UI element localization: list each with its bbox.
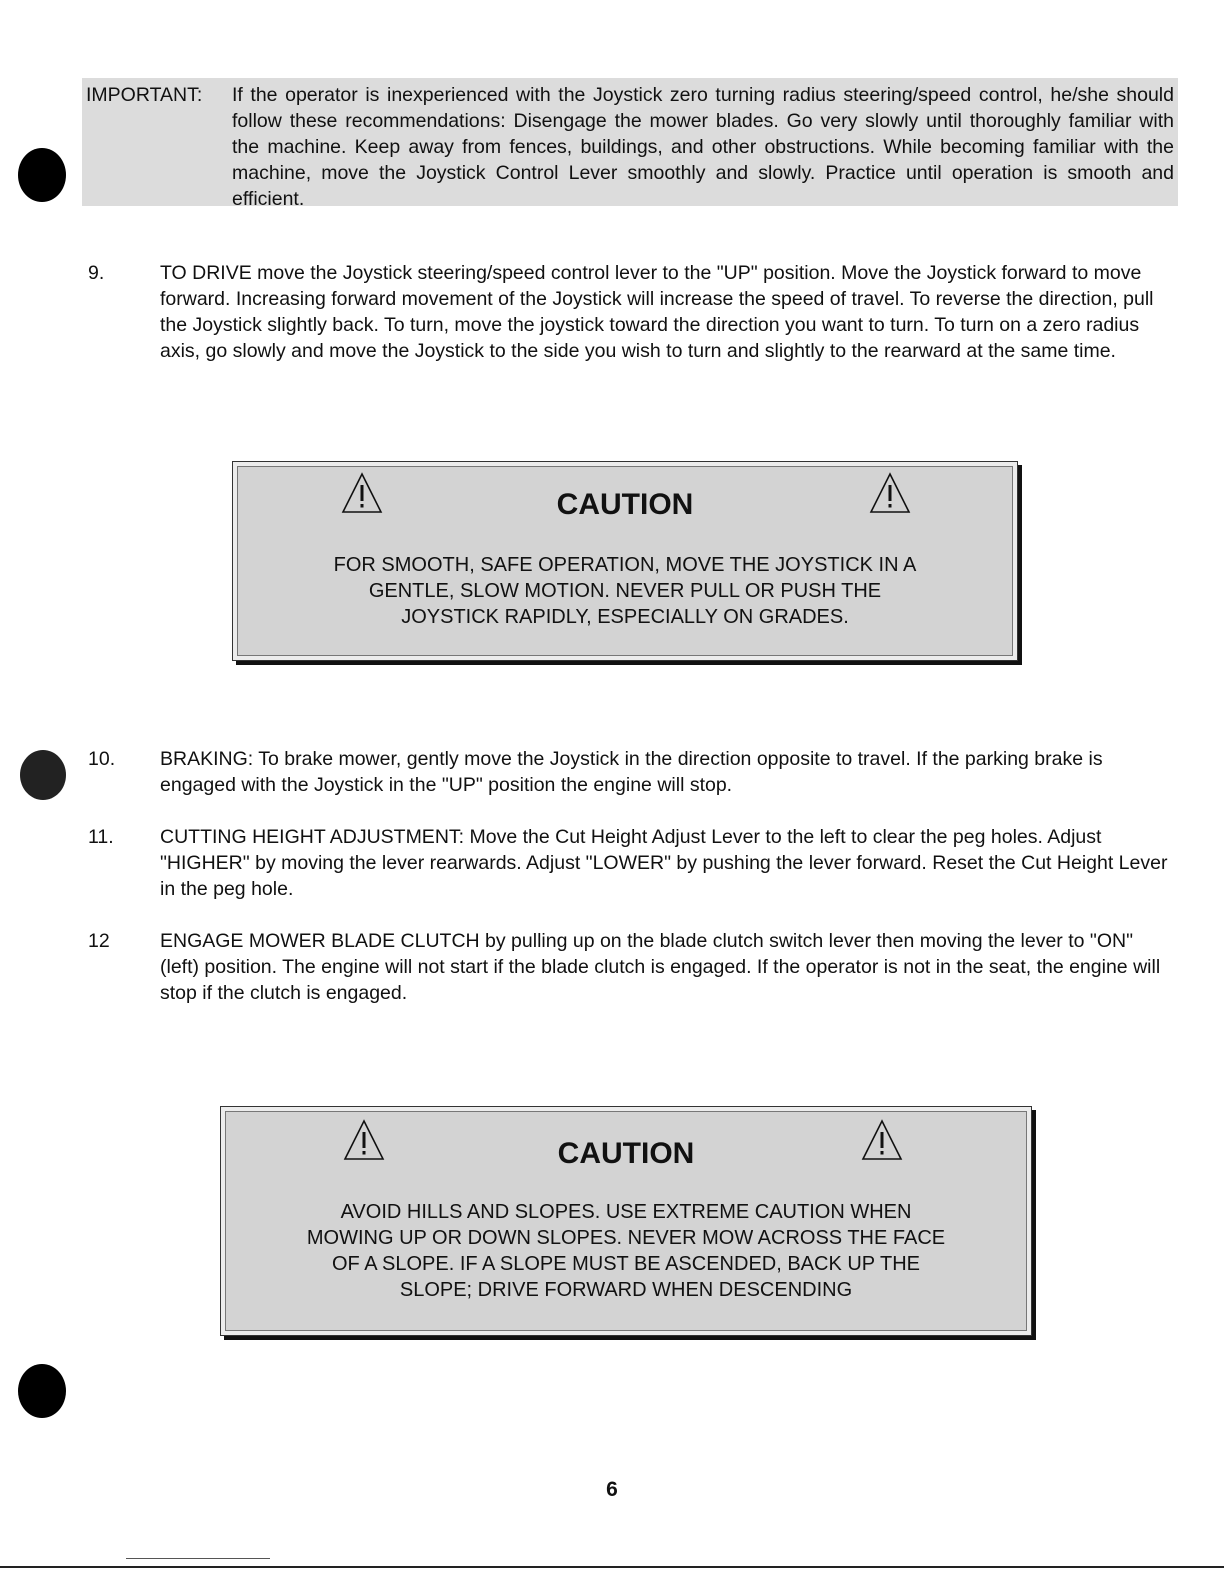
caution-line: OF A SLOPE. IF A SLOPE MUST BE ASCENDED, BACK UP THE: [332, 1253, 920, 1275]
step-11: [88, 824, 1168, 902]
binder-hole-middle: [20, 750, 66, 800]
step-text: CUTTING HEIGHT ADJUSTMENT: Move the Cut Height Adjust Lever to the left to clear the peg holes. Adjust "HIGHER" by moving the lever rearwards. Adjust "LOWER" by pushing the lever forward. Reset the Cut Height Lever in the peg hole.: [160, 826, 1168, 900]
binder-hole-top: [18, 148, 66, 202]
caution-text: [233, 552, 1017, 630]
caution-box-joystick: [232, 461, 1018, 661]
step-text: BRAKING: To brake mower, gently move the Joystick in the direction opposite to travel. If the parking brake is engaged with the Joystick in the "UP" position the engine will stop.: [160, 748, 1103, 796]
page-number: 6: [606, 1478, 618, 1501]
caution-text: [221, 1199, 1031, 1303]
caution-line: SLOPE; DRIVE FORWARD WHEN DESCENDING: [399, 1279, 853, 1301]
caution-box-slopes: [220, 1106, 1032, 1336]
step-10: [88, 746, 1168, 798]
important-label: IMPORTANT:: [86, 84, 203, 106]
step-number: 9.: [88, 262, 105, 284]
caution-line: JOYSTICK RAPIDLY, ESPECIALLY ON GRADES.: [401, 606, 849, 628]
warning-triangle-icon: [861, 1119, 903, 1161]
step-text: ENGAGE MOWER BLADE CLUTCH by pulling up on the blade clutch switch lever then moving the lever to "ON" (left) position. The engine will not start if the blade clutch is engaged. If the operator is not in the seat, the engine will stop if the clutch is engaged.: [160, 930, 1161, 1004]
binder-hole-bottom: [18, 1364, 66, 1418]
caution-line: FOR SMOOTH, SAFE OPERATION, MOVE THE JOYSTICK IN A: [333, 554, 917, 576]
important-text: If the operator is inexperienced with the Joystick zero turning radius steering/speed control, he/she should follow these recommendations: Disengage the mower blades. Go very slowly until thoroughly familiar with the machine. Keep away from fences, buildings, and other obstructions. While becoming familiar with the machine, move the Joystick Control Lever smoothly and slowly. Practice until operation is smooth and efficient.: [232, 84, 1174, 210]
step-number: 12: [88, 930, 110, 952]
important-notice: [82, 78, 1178, 210]
footer-rule: [0, 1566, 1224, 1568]
caution-line: GENTLE, SLOW MOTION. NEVER PULL OR PUSH THE: [368, 580, 882, 602]
step-number: 10.: [88, 748, 116, 770]
caution-title: CAUTION: [557, 1137, 695, 1170]
caution-line: MOWING UP OR DOWN SLOPES. NEVER MOW ACROSS THE FACE: [306, 1227, 946, 1249]
step-9: [88, 260, 1168, 364]
warning-triangle-icon: [869, 472, 911, 514]
caution-title: CAUTION: [556, 488, 694, 521]
caution-line: AVOID HILLS AND SLOPES. USE EXTREME CAUTION WHEN: [340, 1201, 912, 1223]
step-12: [88, 928, 1168, 1006]
step-text: TO DRIVE move the Joystick steering/speed control lever to the "UP" position. Move the Joystick forward to move forward. Increasing forward movement of the Joystick will increase the speed of travel. To reverse the direction, pull the Joystick slightly back. To turn, move the joystick toward the direction you want to turn. To turn on a zero radius axis, go slowly and move the Joystick to the side you wish to turn and slightly to the rearward at the same time.: [160, 262, 1154, 362]
footer-rule-short: [126, 1558, 270, 1559]
step-number: 11.: [88, 826, 114, 848]
